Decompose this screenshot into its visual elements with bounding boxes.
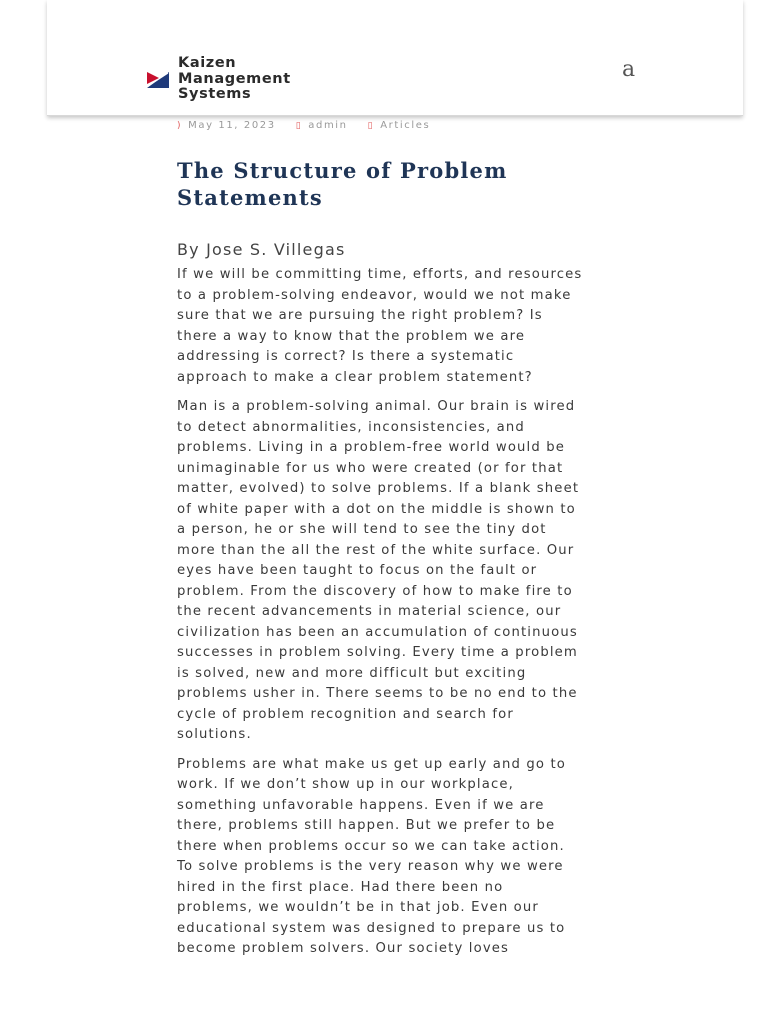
paragraph-line: civilization has been an accumulation of continuous (177, 624, 578, 640)
site-logo[interactable] (147, 56, 291, 103)
site-header (47, 0, 743, 116)
paragraph-line: matter, evolved) to solve problems. If a blank sheet (177, 481, 580, 496)
paragraph-line: work. If we don’t show up in our workplace, (177, 777, 514, 792)
paragraph-line: solutions. (177, 727, 252, 742)
paragraph-line: become problem solvers. Our society loves (177, 941, 510, 956)
paragraph-line: eyes have been taught to focus on the fault or (177, 563, 538, 578)
article-paragraph (177, 397, 637, 746)
paragraph-line: is solved, new and more difficult but exciting (177, 665, 527, 681)
folder-icon: ▯ (367, 120, 375, 131)
paragraph-line: the recent advancements in material science, our (177, 604, 562, 619)
post-category[interactable] (368, 120, 431, 131)
article-title: The Structure of Problem Statements (177, 158, 508, 210)
paragraph-line: successes in problem solving. Every time a problem (177, 645, 578, 660)
paragraph-line: cycle of problem recognition and search for (177, 706, 514, 722)
logo-line-3: Systems (178, 86, 252, 102)
article-paragraph (177, 265, 637, 388)
paragraph-line: there a way to know that the problem we are (177, 328, 526, 344)
paragraph-line: there when problems occur so we can take action. (177, 838, 565, 854)
paragraph-line: more than the all the rest of the white surface. Our (177, 542, 575, 558)
paragraph-line: Man is a problem-solving animal. Our brain is wired (177, 399, 576, 414)
article-paragraph (177, 755, 637, 960)
calendar-icon: ) (177, 120, 183, 131)
paragraph-line: problems, we wouldn’t be in that job. Even our (177, 900, 539, 915)
search-icon[interactable]: a (622, 57, 636, 82)
paragraph-line: to detect abnormalities, inconsistencies, and (177, 419, 525, 435)
paragraph-line: problems usher in. There seems to be no end to the (177, 686, 578, 701)
paragraph-line: to a problem-solving endeavor, would we not make (177, 287, 572, 303)
paragraph-line: approach to make a clear problem statement? (177, 369, 533, 385)
paragraph-line: of white paper with a dot on the middle is shown to (177, 501, 576, 517)
paragraph-line: hired in the first place. Had there been no (177, 879, 504, 895)
post-author-text[interactable]: admin (308, 120, 348, 131)
paragraph-line: sure that we are pursuing the right problem? Is (177, 308, 543, 323)
logo-line-2: Management (178, 70, 291, 87)
post-category-text[interactable]: Articles (380, 120, 431, 131)
paragraph-line: something unfavorable happens. Even if we are (177, 797, 545, 813)
paragraph-line: Problems are what make us get up early and go to (177, 756, 567, 772)
post-date (177, 120, 276, 131)
paragraph-line: If we will be committing time, efforts, and resources (177, 267, 583, 282)
paragraph-line: addressing is correct? Is there a systematic (177, 349, 515, 364)
article-byline: By Jose S. Villegas (177, 240, 346, 259)
post-meta (177, 120, 450, 131)
paragraph-line: To solve problems is the very reason why we were (177, 859, 564, 874)
logo-line-1: Kaizen (178, 55, 237, 71)
paragraph-line: problems. Living in a problem-free world would be (177, 440, 566, 455)
paragraph-line: problem. From the discovery of how to make fire to (177, 583, 573, 599)
user-icon: ▯ (295, 120, 303, 131)
post-author[interactable] (296, 120, 348, 131)
kaizen-logo-mark-icon (147, 70, 169, 88)
post-date-text: May 11, 2023 (188, 120, 276, 131)
paragraph-line: a person, he or she will tend to see the tiny dot (177, 522, 547, 537)
logo-text (178, 56, 291, 103)
paragraph-line: there, problems still happen. But we prefer to be (177, 818, 556, 833)
paragraph-line: unimaginable for us who were created (or for that (177, 460, 564, 476)
article-body (177, 265, 637, 969)
paragraph-line: educational system was designed to prepare us to (177, 920, 566, 936)
